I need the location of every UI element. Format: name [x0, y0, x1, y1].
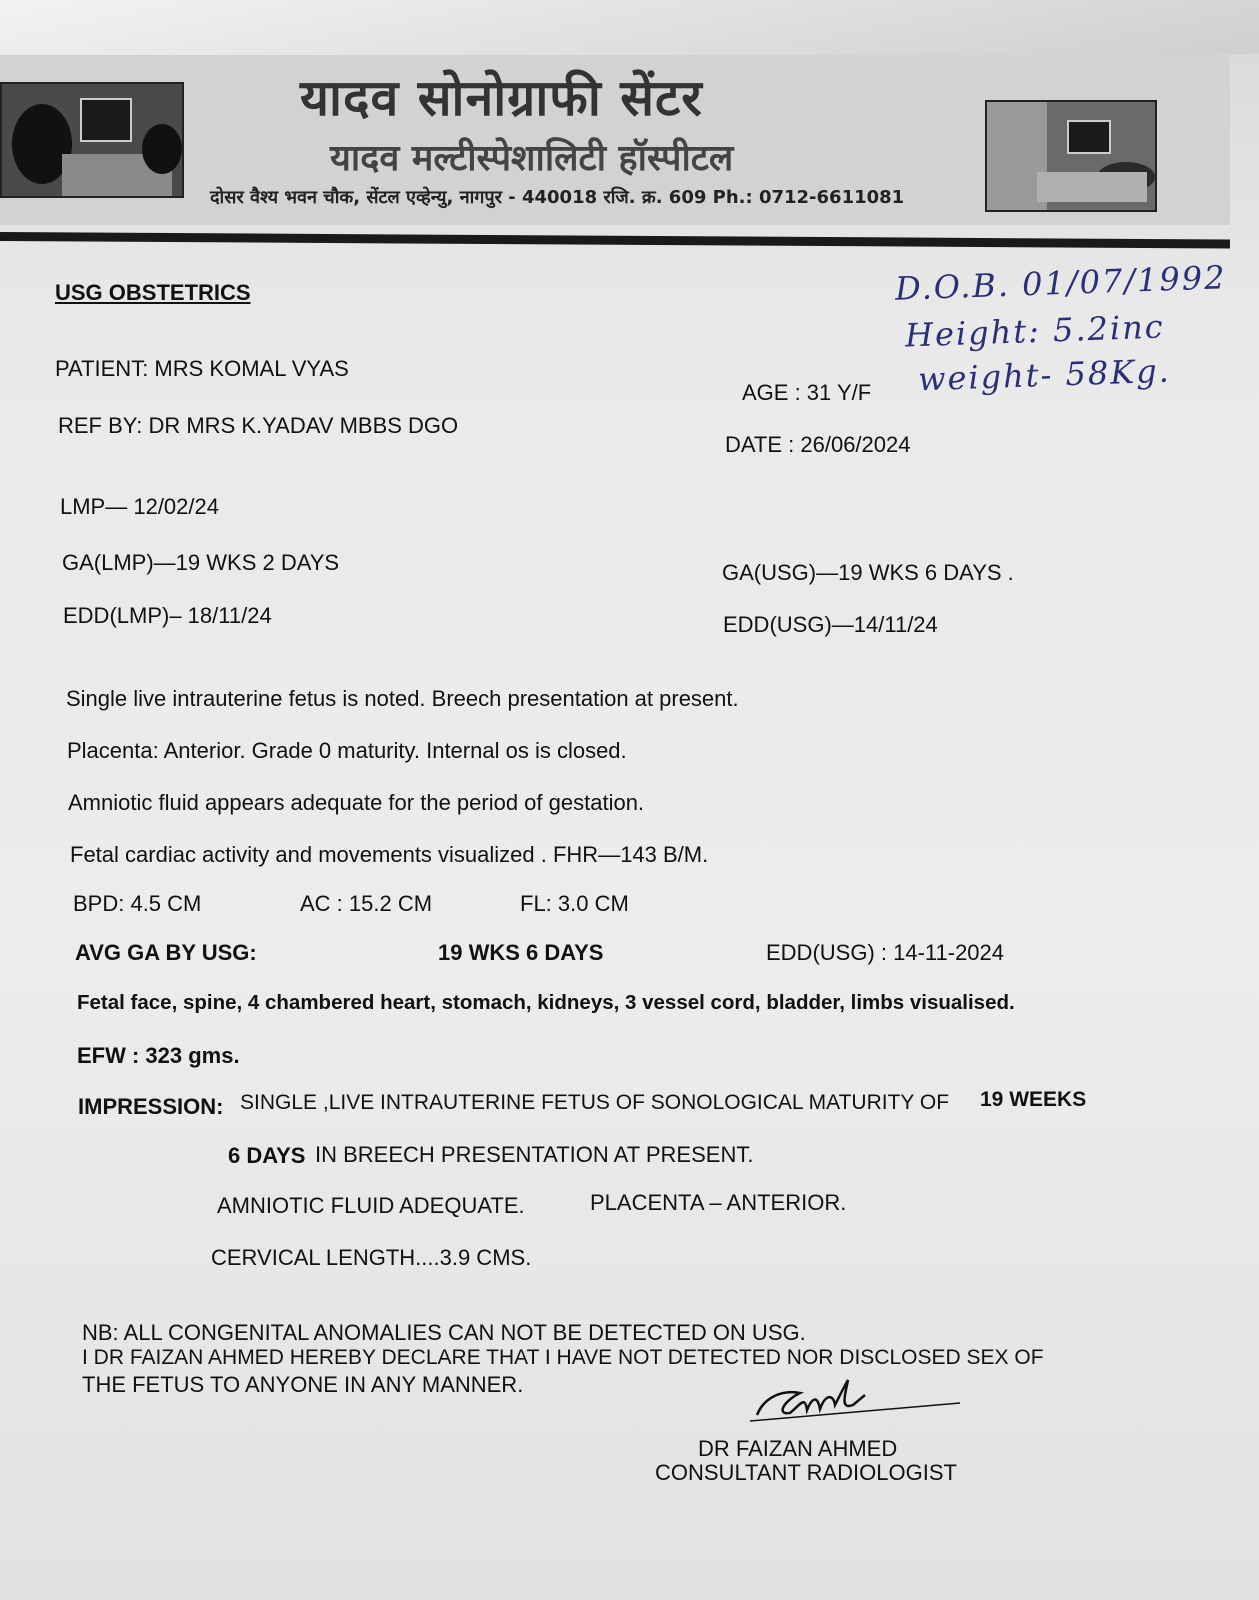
doctor-signature [745, 1365, 975, 1435]
report-date: DATE : 26/06/2024 [725, 432, 911, 457]
handwritten-weight: weight- 58Kg. [917, 351, 1172, 399]
impression-line4: CERVICAL LENGTH....3.9 CMS. [211, 1245, 532, 1270]
referred-by: REF BY: DR MRS K.YADAV MBBS DGO [58, 413, 459, 438]
impression-line2-bold: 6 DAYS [228, 1143, 306, 1168]
impression-line3b: PLACENTA – ANTERIOR. [590, 1190, 847, 1215]
ga-lmp: GA(LMP)—19 WKS 2 DAYS [62, 550, 340, 575]
report-heading: USG OBSTETRICS [55, 280, 251, 305]
finding-line: Single live intrauterine fetus is noted. Breech presentation at present. [66, 686, 739, 711]
patient-age: AGE : 31 Y/F [742, 380, 872, 405]
impression-line2: IN BREECH PRESENTATION AT PRESENT. [315, 1142, 754, 1167]
impression-line3a: AMNIOTIC FLUID ADEQUATE. [217, 1193, 525, 1218]
header-rule [0, 232, 1230, 249]
lmp: LMP— 12/02/24 [60, 494, 219, 519]
edd-usg-full: EDD(USG) : 14-11-2024 [766, 940, 1005, 965]
efw-line: EFW : 323 gms. [77, 1043, 240, 1068]
impression-line1: SINGLE ,LIVE INTRAUTERINE FETUS OF SONOLOGICAL MATURITY OF [240, 1091, 950, 1114]
edd-lmp: EDD(LMP)– 18/11/24 [63, 603, 272, 628]
ac-measure: AC : 15.2 CM [300, 891, 433, 916]
nb-line: NB: ALL CONGENITAL ANOMALIES CAN NOT BE DETECTED ON USG. [82, 1320, 806, 1345]
patient-name: PATIENT: MRS KOMAL VYAS [55, 356, 349, 381]
handwritten-height: Height: 5.2inc [904, 307, 1166, 355]
impression-label: IMPRESSION: [78, 1094, 224, 1119]
center-name: यादव सोनोग्राफी सेंटर [300, 69, 703, 127]
avg-ga-label: AVG GA BY USG: [75, 940, 257, 965]
edd-usg: EDD(USG)—14/11/24 [723, 612, 938, 637]
nb-line: I DR FAIZAN AHMED HEREBY DECLARE THAT I HAVE NOT DETECTED NOR DISCLOSED SEX OF [82, 1346, 1044, 1369]
fl-measure: FL: 3.0 CM [520, 891, 629, 916]
bpd-measure: BPD: 4.5 CM [73, 891, 202, 916]
avg-ga-value: 19 WKS 6 DAYS [438, 940, 604, 965]
handwritten-dob: D.O.B. 01/07/1992 [894, 258, 1228, 308]
nb-line: THE FETUS TO ANYONE IN ANY MANNER. [82, 1372, 524, 1397]
letterhead-photo-left [0, 82, 184, 198]
ga-usg: GA(USG)—19 WKS 6 DAYS . [722, 560, 1014, 585]
doctor-title: CONSULTANT RADIOLOGIST [655, 1460, 957, 1485]
finding-line: Amniotic fluid appears adequate for the period of gestation. [68, 790, 645, 815]
finding-line: Placenta: Anterior. Grade 0 maturity. Internal os is closed. [67, 738, 627, 763]
anatomy-line: Fetal face, spine, 4 chambered heart, stomach, kidneys, 3 vessel cord, bladder, limbs visualised. [77, 991, 1015, 1014]
doctor-name: DR FAIZAN AHMED [698, 1436, 898, 1461]
impression-line1-bold: 19 WEEKS [980, 1088, 1087, 1111]
address-line: दोसर वैश्य भवन चौक, सेंटल एव्हेन्यु, नागपुर - 440018 रजि. क्र. 609 Ph.: 0712-6611081 [210, 187, 905, 208]
hospital-name: यादव मल्टीस्पेशालिटी हॉस्पीटल [330, 138, 734, 179]
finding-line: Fetal cardiac activity and movements visualized . FHR—143 B/M. [70, 842, 709, 867]
letterhead-photo-right [985, 100, 1157, 212]
